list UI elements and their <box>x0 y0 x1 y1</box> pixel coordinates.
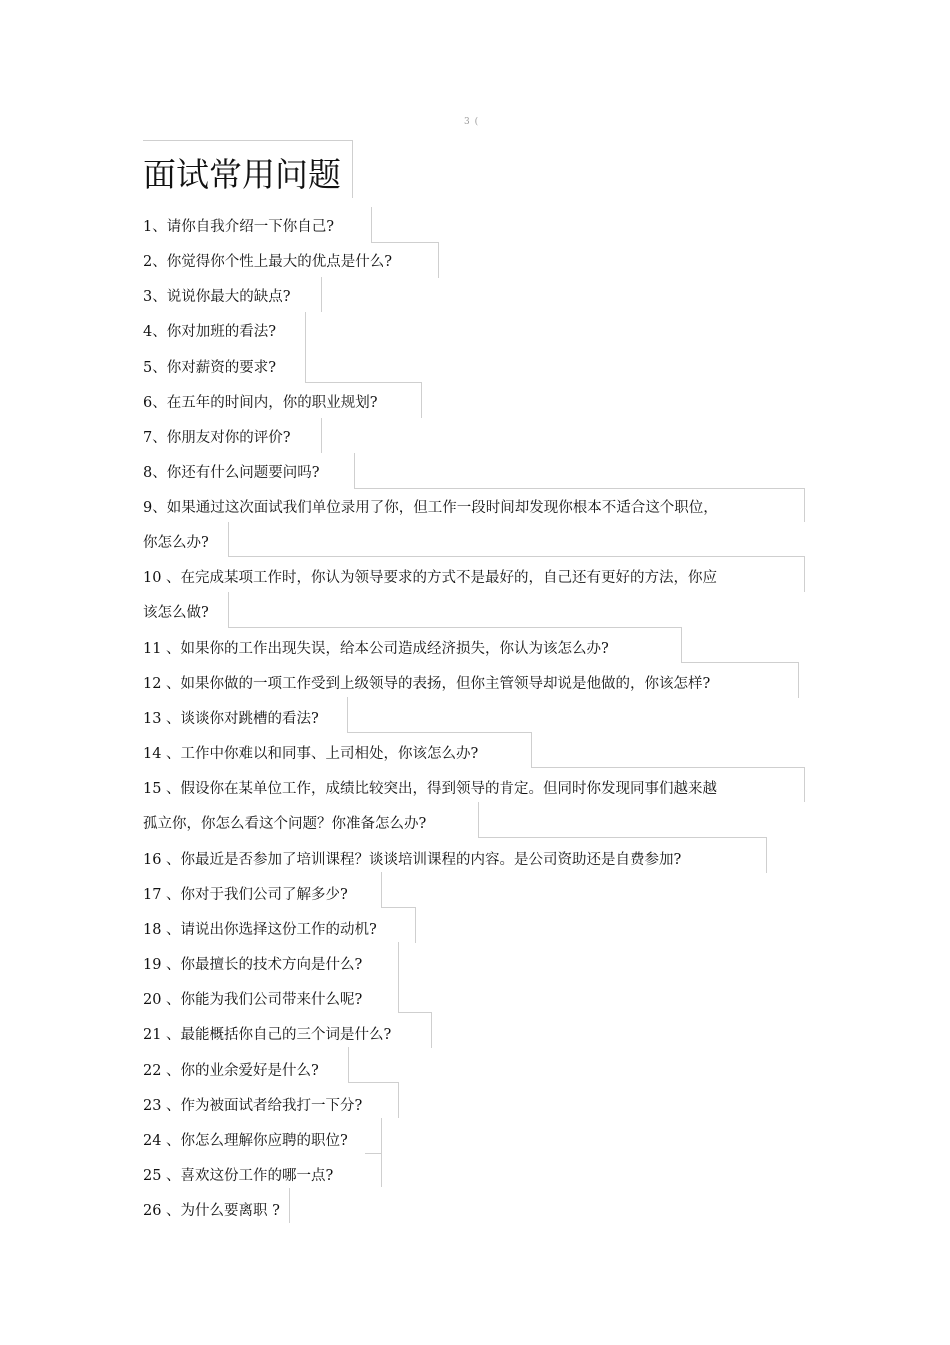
frame-line <box>398 942 399 1012</box>
list-item: 5、你对薪资的要求? <box>143 360 276 376</box>
frame-line <box>381 872 382 907</box>
frame-line <box>348 1047 349 1082</box>
list-item: 你怎么办? <box>143 535 209 551</box>
frame-line <box>289 1188 290 1223</box>
frame-line <box>228 627 682 663</box>
list-item: 7、你朋友对你的评价? <box>143 430 291 446</box>
list-item: 26 、为什么要离职 ? <box>143 1203 280 1219</box>
list-item: 19 、你最擅长的技术方向是什么? <box>143 957 363 973</box>
list-item: 2、你觉得你个性上最大的优点是什么? <box>143 254 392 270</box>
list-item: 20 、你能为我们公司带来什么呢? <box>143 992 363 1008</box>
frame-line <box>305 382 422 418</box>
frame-line <box>228 592 229 627</box>
list-item: 13 、谈谈你对跳槽的看法? <box>143 711 319 727</box>
frame-line <box>228 556 805 592</box>
page-title: 面试常用问题 <box>143 155 341 194</box>
frame-line <box>371 242 439 278</box>
frame-line <box>371 207 372 242</box>
list-item: 1、请你自我介绍一下你自己? <box>143 219 334 235</box>
frame-line <box>348 1082 399 1118</box>
frame-line <box>478 837 767 873</box>
list-item: 15 、假设你在某单位工作，成绩比较突出，得到领导的肯定。但同时你发现同事们越来越 <box>143 781 718 797</box>
title-frame-right <box>352 140 353 198</box>
frame-line <box>347 697 348 732</box>
list-item: 18 、请说出你选择这份工作的动机? <box>143 922 377 938</box>
frame-line <box>365 1153 382 1187</box>
frame-line <box>228 522 229 556</box>
frame-line <box>321 277 322 312</box>
title-frame-top <box>143 140 352 141</box>
list-item: 9、如果通过这次面试我们单位录用了你，但工作一段时间却发现你根本不适合这个职位， <box>143 500 718 516</box>
frame-line <box>354 488 805 522</box>
frame-line <box>354 453 355 488</box>
list-item: 孤立你，你怎么看这个问题？你准备怎么办? <box>143 816 427 832</box>
list-item: 21 、最能概括你自己的三个词是什么? <box>143 1027 392 1043</box>
frame-line <box>321 418 322 453</box>
list-item: 4、你对加班的看法? <box>143 324 276 340</box>
list-item: 23 、作为被面试者给我打一下分? <box>143 1098 363 1114</box>
list-item: 24 、你怎么理解你应聘的职位? <box>143 1133 348 1149</box>
list-item: 22 、你的业余爱好是什么? <box>143 1063 319 1079</box>
list-item: 该怎么做? <box>143 605 209 621</box>
list-item: 11 、如果你的工作出现失误，给本公司造成经济损失，你认为该怎么办? <box>143 641 609 657</box>
list-item: 16 、你最近是否参加了培训课程？谈谈培训课程的内容。是公司资助还是自费参加? <box>143 852 682 868</box>
frame-line <box>305 312 306 382</box>
list-item: 3、说说你最大的缺点? <box>143 289 291 305</box>
frame-line <box>381 1118 382 1153</box>
list-item: 12 、如果你做的一项工作受到上级领导的表扬，但你主管领导却说是他做的，你该怎样? <box>143 676 711 692</box>
frame-line <box>478 802 479 837</box>
header-mark: 3 ( <box>464 117 480 127</box>
frame-line <box>531 767 805 802</box>
list-item: 14 、工作中你难以和同事、上司相处，你该怎么办? <box>143 746 479 762</box>
frame-line <box>347 732 532 768</box>
list-item: 17 、你对于我们公司了解多少? <box>143 887 348 903</box>
frame-line <box>681 662 799 698</box>
frame-line <box>381 907 416 943</box>
list-item: 25 、喜欢这份工作的哪一点? <box>143 1168 334 1184</box>
list-item: 8、你还有什么问题要问吗? <box>143 465 320 481</box>
frame-line <box>398 1012 432 1048</box>
list-item: 10 、在完成某项工作时，你认为领导要求的方式不是最好的，自己还有更好的方法，你应 <box>143 570 718 586</box>
list-item: 6、在五年的时间内，你的职业规划? <box>143 395 378 411</box>
